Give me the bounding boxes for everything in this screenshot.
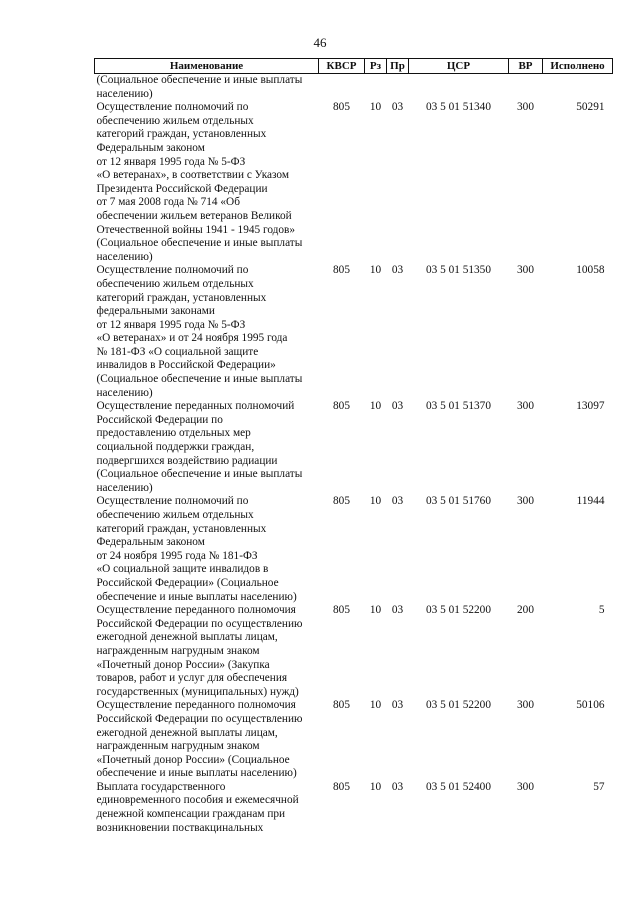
- row-vr: 300: [517, 264, 534, 277]
- row-pr: [387, 74, 409, 102]
- row-pr: 03: [391, 495, 404, 508]
- row-csr: 03 5 01 52400: [426, 780, 491, 793]
- table-row: [95, 264, 613, 400]
- row-rz: [365, 74, 387, 102]
- row-vr: 300: [517, 400, 534, 413]
- row-rz: 10: [369, 264, 382, 277]
- row-pr: 03: [391, 699, 404, 712]
- table-row: [95, 101, 613, 264]
- row-kvsr: 805: [333, 101, 350, 114]
- header-name: Наименование: [95, 59, 319, 74]
- row-kvsr: 805: [333, 495, 350, 508]
- row-kvsr: 805: [333, 264, 350, 277]
- row-done: 10058: [576, 264, 605, 277]
- row-done: [543, 74, 613, 102]
- header-csr: ЦСР: [409, 59, 509, 74]
- table-header: [95, 59, 613, 74]
- row-kvsr: 805: [333, 780, 350, 793]
- row-vr: 300: [517, 699, 534, 712]
- header-kvsr: КВСР: [319, 59, 365, 74]
- row-done: 13097: [576, 400, 605, 413]
- row-rz: 10: [369, 495, 382, 508]
- row-pr: 03: [391, 604, 404, 617]
- table-row: [95, 781, 613, 835]
- header-rz: Рз: [365, 59, 387, 74]
- row-name: (Социальное обеспечение и иные выплаты населению): [96, 74, 303, 100]
- row-done: 50106: [576, 699, 605, 712]
- row-csr: 03 5 01 51370: [426, 400, 491, 413]
- table-row: [95, 699, 613, 781]
- row-pr: 03: [391, 400, 404, 413]
- row-csr: 03 5 01 52200: [426, 604, 491, 617]
- row-name: Осуществление полномочий по обеспечению жильем отдельных категорий граждан, установленных Федеральным законом от 12 января 1995 года № 5-ФЗ «О ветеранах», в соответствии с Указом Президента Российской Федерации от 7 мая 2008 года № 714 «Об обеспечении жильем ветеранов Великой Отечественной войны 1941 - 1945 годов» (Социальное обеспечение и иные выплаты населению): [96, 101, 303, 263]
- row-csr: 03 5 01 51350: [426, 264, 491, 277]
- header-done: Исполнено: [543, 59, 613, 74]
- row-name: Выплата государственного единовременного пособия и ежемесячной денежной компенсации гражданам при возникновении поствакцинальных: [96, 780, 299, 834]
- row-csr: 03 5 01 51340: [426, 101, 491, 114]
- row-name: Осуществление переданного полномочия Российской Федерации по осуществлению ежегодной денежной выплаты лицам, награжденным нагрудным знаком «Почетный донор России» (Закупка товаров, работ и услуг для обеспечения государственных (муниципальных) нужд): [96, 604, 303, 698]
- row-csr: [409, 74, 509, 102]
- row-kvsr: 805: [333, 400, 350, 413]
- page-number: 46: [313, 35, 327, 50]
- row-kvsr: 805: [333, 699, 350, 712]
- row-vr: 200: [517, 604, 534, 617]
- table-row: [95, 495, 613, 604]
- row-done: 5: [598, 604, 605, 617]
- table-row: [95, 400, 613, 495]
- row-rz: 10: [369, 604, 382, 617]
- row-name: Осуществление переданных полномочий Российской Федерации по предоставлению отдельных мер социальной поддержки граждан, подвергшихся воздействию радиации (Социальное обеспечение и иные выплаты населению): [96, 400, 303, 494]
- row-vr: [509, 74, 543, 102]
- row-pr: 03: [391, 780, 404, 793]
- row-name: Осуществление полномочий по обеспечению жильем отдельных категорий граждан, установленных федеральными законами от 12 января 1995 года № 5-ФЗ «О ветеранах» и от 24 ноября 1995 года № 181-ФЗ «О социальной защите инвалидов в Российской Федерации» (Социальное обеспечение и иные выплаты населению): [96, 264, 303, 399]
- budget-table: [94, 58, 613, 835]
- row-kvsr: [319, 74, 365, 102]
- row-done: 11944: [576, 495, 605, 508]
- table-row: [95, 74, 613, 102]
- row-rz: 10: [369, 400, 382, 413]
- row-pr: 03: [391, 264, 404, 277]
- row-kvsr: 805: [333, 604, 350, 617]
- row-rz: 10: [369, 101, 382, 114]
- table-row: [95, 604, 613, 699]
- row-rz: 10: [369, 699, 382, 712]
- row-vr: 300: [517, 495, 534, 508]
- row-rz: 10: [369, 780, 382, 793]
- header-vr: ВР: [509, 59, 543, 74]
- row-csr: 03 5 01 51760: [426, 495, 491, 508]
- header-pr: Пр: [387, 59, 409, 74]
- row-vr: 300: [517, 101, 534, 114]
- row-done: 50291: [576, 101, 605, 114]
- row-done: 57: [593, 780, 605, 793]
- row-csr: 03 5 01 52200: [426, 699, 491, 712]
- row-name: Осуществление полномочий по обеспечению жильем отдельных категорий граждан, установленных Федеральным законом от 24 ноября 1995 года № 181-ФЗ «О социальной защите инвалидов в Российской Федерации» (Социальное обеспечение и иные выплаты населению): [96, 495, 297, 603]
- row-vr: 300: [517, 780, 534, 793]
- row-pr: 03: [391, 101, 404, 114]
- row-name: Осуществление переданного полномочия Российской Федерации по осуществлению ежегодной денежной выплаты лицам, награжденным нагрудным знаком «Почетный донор России» (Социальное обеспечение и иные выплаты населению): [96, 699, 303, 780]
